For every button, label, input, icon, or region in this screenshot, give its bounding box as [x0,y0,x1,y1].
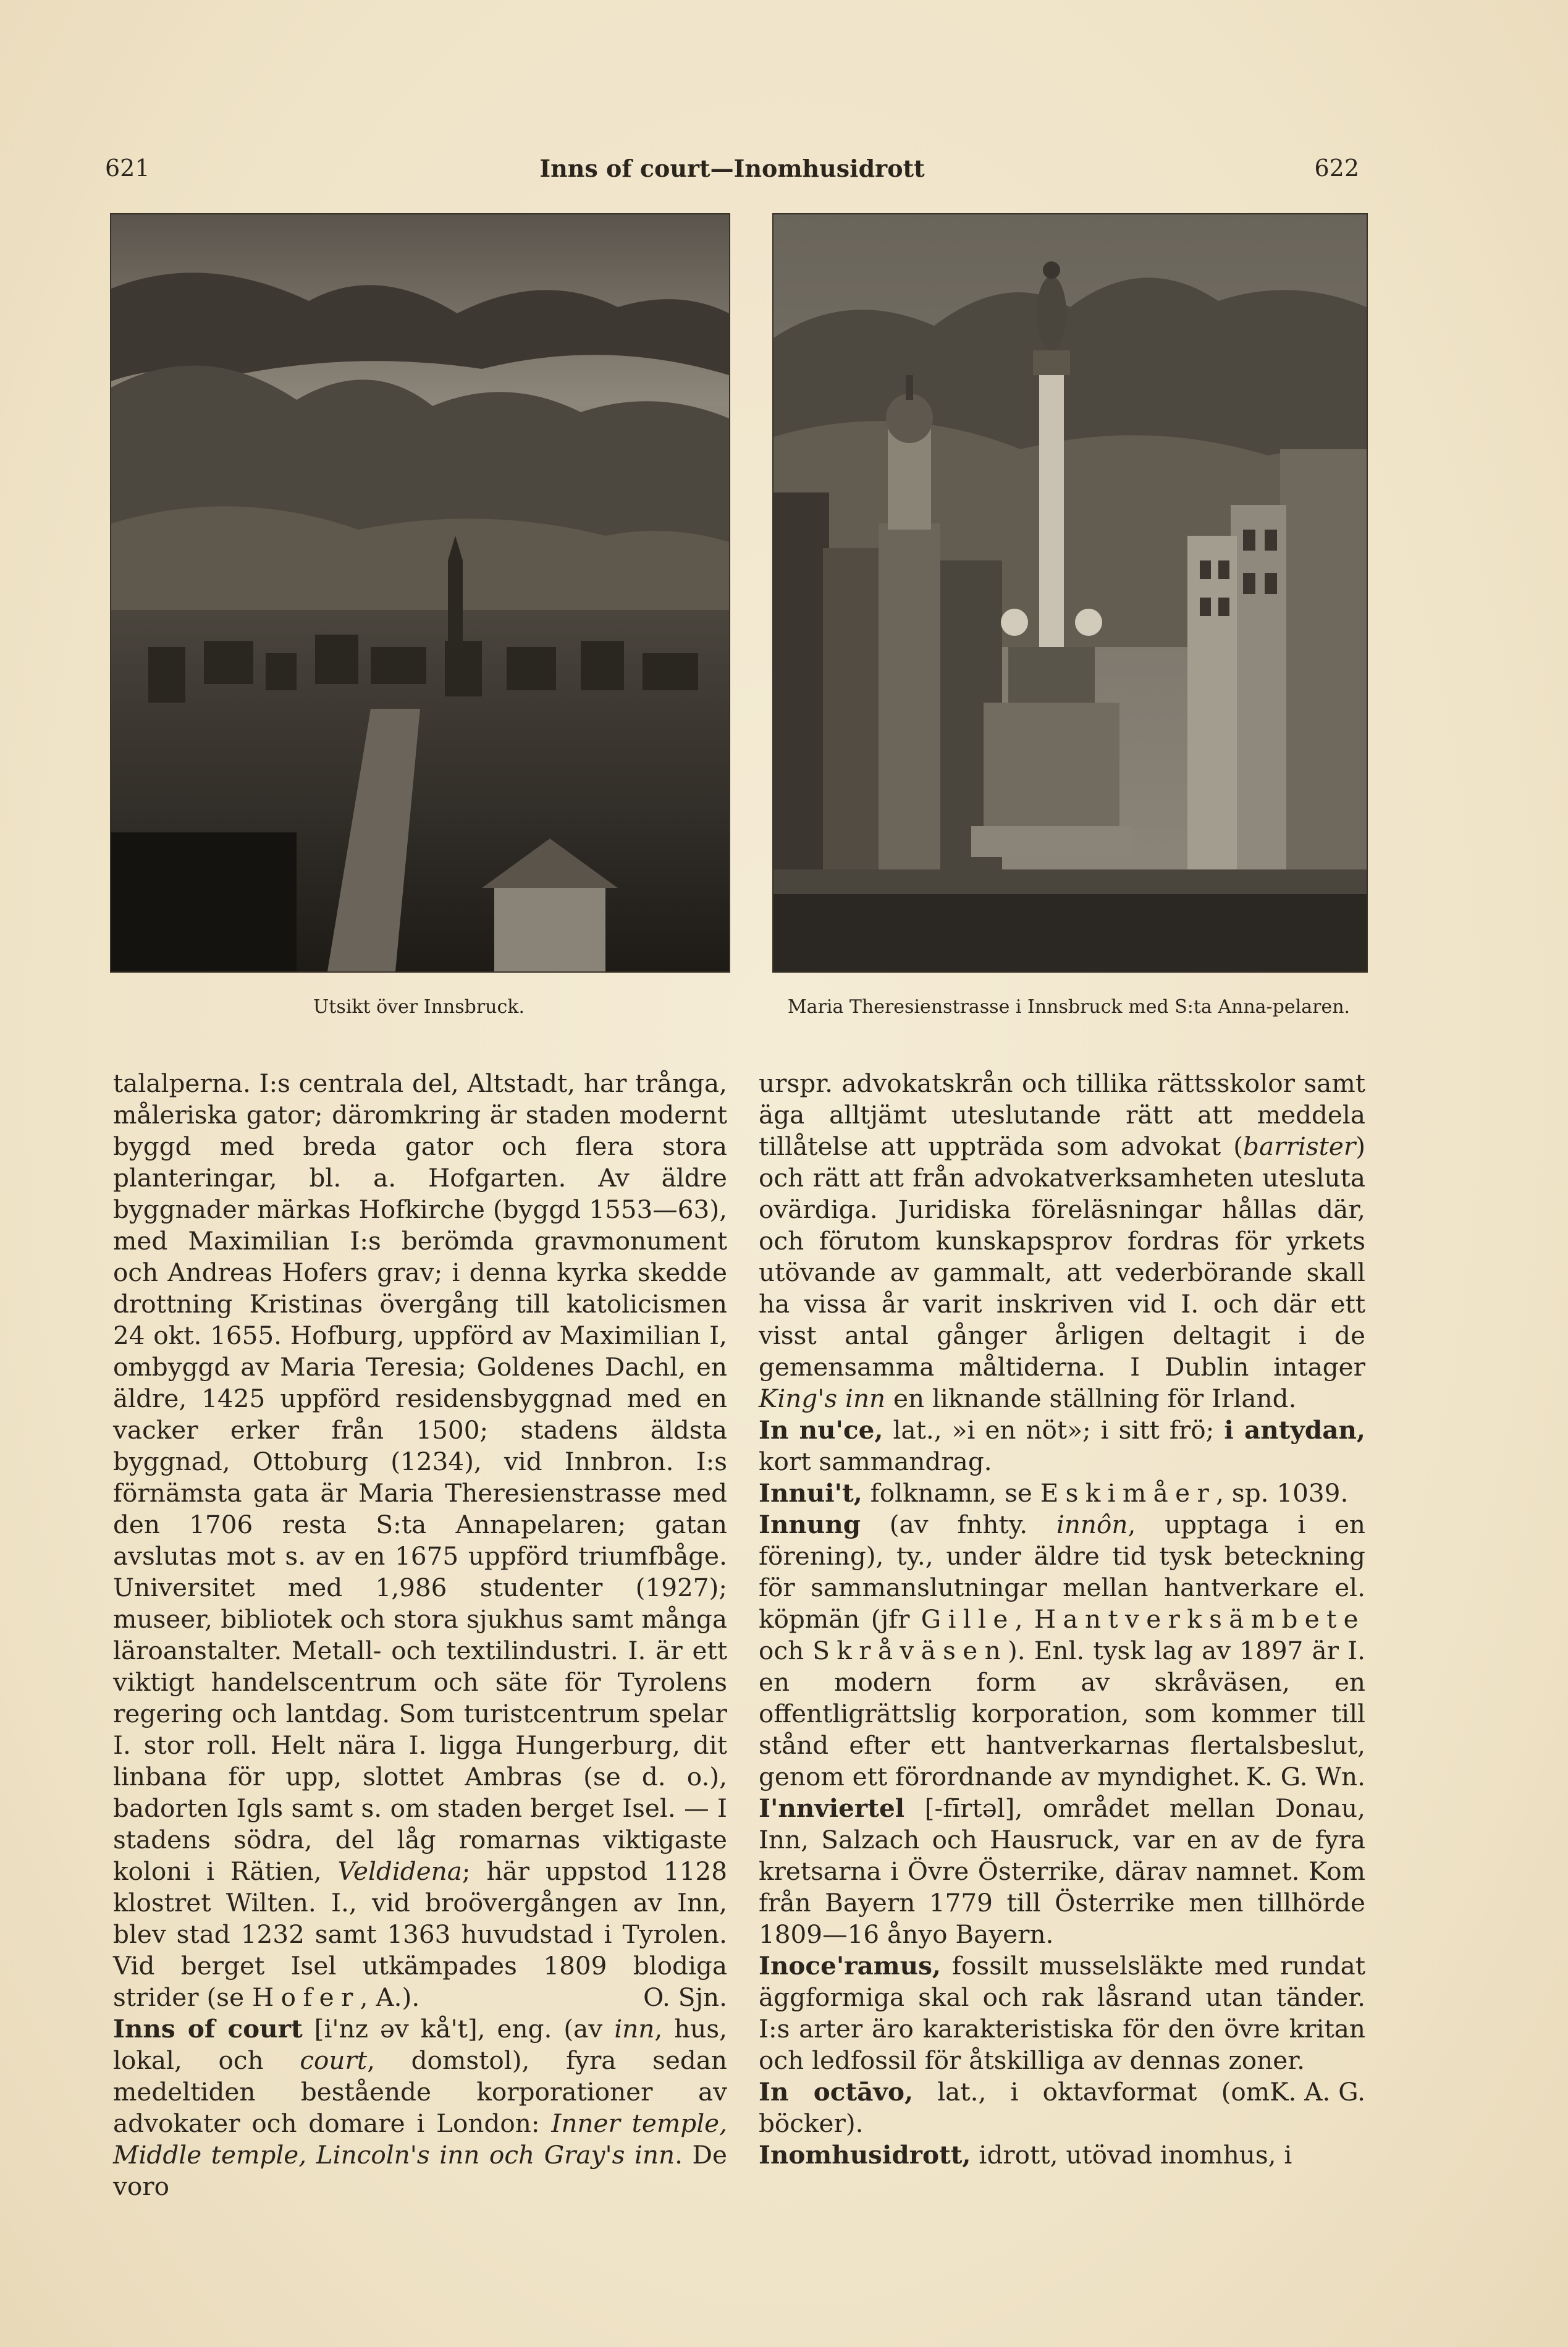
maria-theresienstrasse-image [773,214,1367,971]
running-header [105,154,1359,192]
author-signature: O. Sjn. [643,1982,727,2012]
italic-term: inn [614,2014,655,2044]
text-run: (av fnhty. [861,1510,1056,1539]
text-run: , domstol), fyra sedan medeltiden bestående korporationer av advokater och domare i London: [113,2045,728,2138]
cross-reference: Hantverksämbete [1034,1604,1365,1634]
text-run: fossilt musselsläkte med rundat äggformiga skal och rak låsrand utan tänder. I:s arter äro karakteristiska för den övre kritan och ledfossil för åtskilliga av dennas zoner. [759,1951,1365,2075]
text-run: en liknande ställning för Irland. [885,1384,1297,1413]
entry-headword: Innung [759,1510,861,1539]
italic-term: barrister [1243,1131,1356,1161]
entry-headword: I'nnviertel [759,1793,905,1823]
entry-inomhusidrott [759,2139,1365,2171]
entry-headword: In octāvo, [759,2077,914,2107]
cross-reference: Gille [921,1604,1015,1634]
text-column-left [113,1068,727,2202]
entry-headword: Inomhusidrott, [759,2140,971,2170]
author-signature: K. A. G. [1270,2077,1365,2107]
text-run: kort sammandrag. [759,1447,992,1476]
entry-innung [759,1509,1365,1793]
entry-headword: Inoce'ramus, [759,1951,942,1981]
text-run: ; här uppstod 1128 klostret Wilten. I., vid broövergången av Inn, blev stad 1232 samt 1363 huvudstad i Tyrolen. Vid berget Isel utkämpades 1809 blodiga strider (se [113,1856,727,2012]
photo-caption-left: Utsikt över Innsbruck. [313,996,525,1018]
cross-reference: Hofer [251,1982,360,2012]
page-number-left: 621 [105,154,150,182]
italic-term: Veldidena [337,1856,462,1886]
innsbruck-entry-continued [113,1068,727,2013]
entry-in-nuce [759,1415,1365,1478]
text-run: folknamn, se [862,1478,1040,1508]
text-run: lat., i oktavformat (om böcker). [759,2077,1270,2138]
maria-theresienstrasse-photo [772,213,1368,973]
entry-inns-of-court [113,2013,727,2202]
inns-of-court-continued [759,1068,1365,1415]
text-run: ). Enl. tysk lag av 1897 är I. en modern form av skråväsen, en offentligrättslig korporation, som kommer till stånd efter ett hantverkarnas flertalsbeslut, genom ett förordnande av myndighet. [759,1636,1365,1791]
text-run: [i'nz əv kå't], eng. (av [302,2014,615,2044]
photo-caption-right: Maria Theresienstrasse i Innsbruck med S:ta Anna-pelaren. [787,996,1351,1018]
innsbruck-view-photo [110,213,730,973]
cross-reference: Eskimåer [1040,1478,1216,1508]
text-run: [-fīrtəl], området mellan Donau, Inn, Salzach och Hausruck, var en av de fyra kretsarna i Övre Österrike, därav namnet. Kom från Bayern 1779 till Österrike men tillhörde 1809—16 ånyo Bayern. [759,1793,1365,1949]
text-run: , upptaga i en förening), ty., under äldre tid tysk beteckning för sammanslutningar mellan hantverkare el. köpmän (jfr [759,1510,1365,1634]
italic-term: innôn [1056,1510,1128,1539]
italic-term: court [300,2045,368,2075]
entry-headword: Innui't, [759,1478,862,1508]
text-run: och [759,1636,813,1665]
text-run: lat., »i en nöt»; i sitt frö; [883,1415,1224,1445]
italic-term: King's inn [759,1384,886,1413]
cross-reference: Skråväsen [812,1636,1008,1665]
text-run: talalperna. I:s centrala del, Altstadt, har trånga, måleriska gator; däromkring är staden modernt byggd med breda gator och flera stora planteringar, bl. a. Hofgarten. Av äldre byggnader märkas Hofkirche (byggd 1553—63), med Maximilian I:s berömda gravmonument och Andreas Hofers grav; i denna kyrka skedde drottning Kristinas övergång till katolicismen 24 okt. 1655. Hofburg, uppförd av Maximilian I, ombyggd av Maria Teresia; Goldenes Dachl, en äldre, 1425 uppförd residensbyggnad med en vacker erker från 1500; stadens äldsta byggnad, Ottoburg (1234), vid Innbron. I:s förnämsta gata är Maria Theresienstrasse med den 1706 resta S:ta Annapelaren; gatan avslutas mot s. av en 1675 uppförd triumfbåge. Universitet med 1,986 studenter (1927); museer, bibliotek och stora sjukhus samt många läroanstalter. Metall- och textilindustri. I. är ett viktigt handelscentrum och säte för Tyrolens regering och lantdag. Som turistcentrum spelar I. stor roll. Helt nära I. ligga Hungerburg, dit linbana för upp, slottet Ambras (se d. o.), badorten Igls samt s. om staden berget Isel. — I stadens södra, del låg romarnas viktigaste koloni i Rätien, [113,1068,727,1886]
author-signature: K. G. Wn. [1246,1762,1365,1791]
innsbruck-view-image [111,214,729,971]
text-run: ) och rätt att från advokatverksamheten utesluta ovärdiga. Juridiska föreläsningar hållas där, och förutom kunskapsprov fordras för yrkets utövande av gammalt, att vederbörande skall ha vissa år varit inskriven vid I. och där ett visst antal gånger årligen deltagit i de gemensamma måltiderna. I Dublin intager [759,1131,1365,1382]
entry-innuit [759,1478,1365,1509]
text-run: , hus, lokal, och [113,2014,727,2075]
text-column-right [759,1068,1365,2171]
entry-innviertel [759,1793,1365,1950]
italic-term: Inner temple, Middle temple, Lincoln's inn och Gray's inn [113,2108,728,2170]
text-run: idrott, utövad inomhus, i [971,2140,1292,2170]
page-number-right: 622 [1314,154,1359,182]
text-run: urspr. advokatskrån och tillika rättsskolor samt äga alltjämt uteslutande rätt att meddela tillåtelse att uppträda som advokat ( [759,1068,1365,1161]
text-run: , sp. 1039. [1216,1478,1349,1508]
text-run: . De voro [113,2140,727,2201]
bold-term: i antydan, [1224,1415,1365,1445]
running-title: Inns of court—Inomhusidrott [539,154,925,182]
entry-headword: Inns of court [113,2014,303,2044]
text-run: , A.). [360,1982,420,2012]
entry-headword: In nu'ce, [759,1415,883,1445]
text-run: , [1014,1604,1034,1634]
